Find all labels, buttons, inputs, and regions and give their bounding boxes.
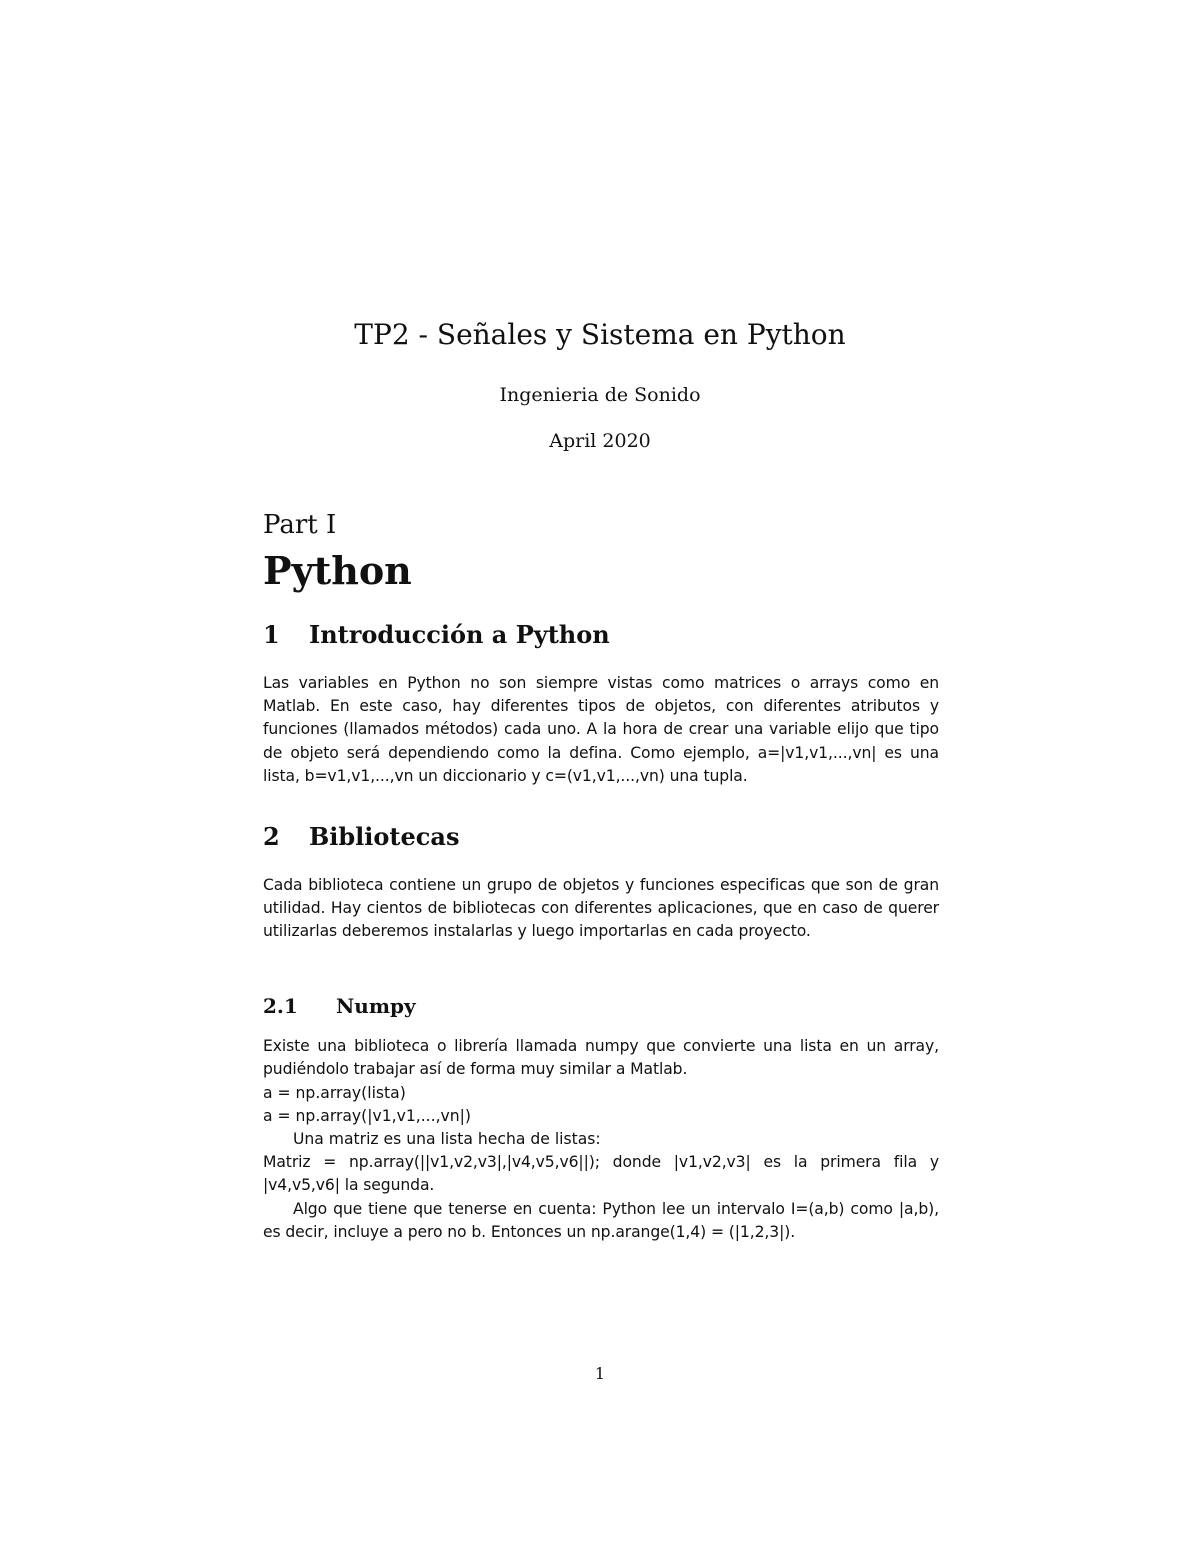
section-paragraph-introduccion: Las variables en Python no son siempre vistas como matrices o arrays como en Matlab. En este caso, hay diferentes tipos de objetos, con diferentes atributos y funciones (llamados métodos) cada uno. A la hora de crear una variable elijo que tipo de objeto será dependiendo como la defina. Como ejemplo, a=|v1,v1,...,vn| es una lista, b=v1,v1,...,vn un diccionario y c=(v1,v1,...,vn) una tupla.	[263, 674, 939, 785]
code-line-array-values: a = np.array(|v1,v1,...,vn|)	[263, 1107, 471, 1125]
section-heading-introduccion	[263, 620, 610, 649]
part-label: Part I	[263, 510, 337, 540]
part-title: Python	[263, 548, 412, 593]
section-heading-bibliotecas	[263, 822, 459, 851]
section-paragraph-bibliotecas: Cada biblioteca contiene un grupo de objetos y funciones especificas que son de gran utilidad. Hay cientos de bibliotecas con diferentes aplicaciones, que en caso de querer utilizarlas deberemos instalarlas y luego importarlas en cada proyecto.	[263, 876, 939, 941]
document-date: April 2020	[549, 430, 651, 452]
numpy-paragraph-matriz-example: Matriz = np.array(||v1,v2,v3|,|v4,v5,v6||); donde |v1,v2,v3| es la primera fila y |v4,v5,v6| la segunda.	[263, 1153, 939, 1195]
subsection-heading-numpy	[263, 994, 416, 1018]
numpy-paragraph-intervalo: Algo que tiene que tenerse en cuenta: Python lee un intervalo I=(a,b) como |a,b), es decir, incluye a pero no b. Entonces un np.arange(1,4) = (|1,2,3|).	[263, 1200, 939, 1242]
code-line-array-lista: a = np.array(lista)	[263, 1084, 406, 1102]
numpy-paragraph-matriz: Una matriz es una lista hecha de listas:	[293, 1130, 601, 1148]
subsection-number: 2.1	[263, 994, 298, 1018]
section-title: Introducción a Python	[309, 620, 610, 649]
numpy-paragraph-intro: Existe una biblioteca o librería llamada numpy que convierte una lista en un array, pudiéndolo trabajar así de forma muy similar a Matlab.	[263, 1037, 939, 1079]
section-number: 1	[263, 620, 280, 649]
subsection-title: Numpy	[336, 994, 416, 1018]
document-title: TP2 - Señales y Sistema en Python	[354, 318, 846, 351]
section-number: 2	[263, 822, 280, 851]
section-title: Bibliotecas	[309, 822, 460, 851]
page-number: 1	[594, 1364, 606, 1383]
document-author: Ingenieria de Sonido	[499, 384, 701, 406]
